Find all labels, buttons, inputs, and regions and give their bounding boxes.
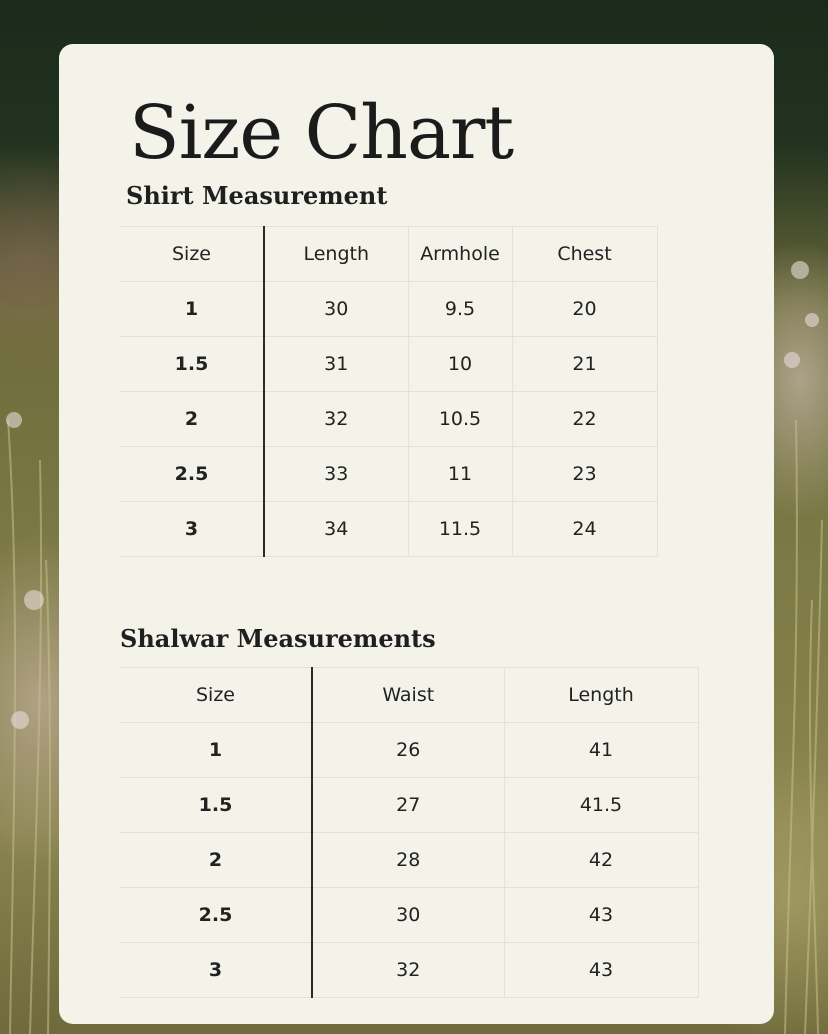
table-row <box>120 447 657 502</box>
waist-cell: 27 <box>312 778 504 833</box>
table-row <box>120 778 698 833</box>
shirt-section-heading: Shirt Measurement <box>126 181 388 210</box>
chest-cell: 23 <box>512 447 657 502</box>
table-row <box>120 502 657 557</box>
armhole-cell: 11 <box>408 447 512 502</box>
table-row <box>120 888 698 943</box>
chest-cell: 20 <box>512 282 657 337</box>
column-header-length: Length <box>504 668 698 723</box>
size-cell: 2.5 <box>120 888 312 943</box>
table-header-row <box>120 227 657 282</box>
column-header-waist: Waist <box>312 668 504 723</box>
waist-cell: 28 <box>312 833 504 888</box>
chest-cell: 21 <box>512 337 657 392</box>
size-cell: 2 <box>120 833 312 888</box>
chest-cell: 24 <box>512 502 657 557</box>
column-header-chest: Chest <box>512 227 657 282</box>
column-header-size: Size <box>120 227 264 282</box>
size-cell: 3 <box>120 502 264 557</box>
table-row <box>120 337 657 392</box>
table-row <box>120 833 698 888</box>
size-cell: 1 <box>120 723 312 778</box>
armhole-cell: 10 <box>408 337 512 392</box>
size-cell: 2.5 <box>120 447 264 502</box>
column-header-size: Size <box>120 668 312 723</box>
size-cell: 1.5 <box>120 778 312 833</box>
length-cell: 41.5 <box>504 778 698 833</box>
waist-cell: 30 <box>312 888 504 943</box>
armhole-cell: 10.5 <box>408 392 512 447</box>
size-cell: 2 <box>120 392 264 447</box>
size-chart-card <box>59 44 774 1024</box>
table-header-row <box>120 668 698 723</box>
waist-cell: 26 <box>312 723 504 778</box>
size-cell: 1.5 <box>120 337 264 392</box>
table-row <box>120 392 657 447</box>
length-cell: 41 <box>504 723 698 778</box>
size-cell: 3 <box>120 943 312 998</box>
shalwar-section-heading: Shalwar Measurements <box>120 624 436 653</box>
length-cell: 43 <box>504 888 698 943</box>
length-cell: 32 <box>264 392 408 447</box>
length-cell: 42 <box>504 833 698 888</box>
length-cell: 43 <box>504 943 698 998</box>
armhole-cell: 9.5 <box>408 282 512 337</box>
table-row <box>120 282 657 337</box>
length-cell: 33 <box>264 447 408 502</box>
column-header-length: Length <box>264 227 408 282</box>
length-cell: 34 <box>264 502 408 557</box>
column-header-armhole: Armhole <box>408 227 512 282</box>
size-cell: 1 <box>120 282 264 337</box>
length-cell: 31 <box>264 337 408 392</box>
shalwar-measurement-table <box>120 667 699 998</box>
shirt-measurement-table <box>120 226 658 557</box>
page-title: Size Chart <box>129 90 514 176</box>
table-row <box>120 723 698 778</box>
waist-cell: 32 <box>312 943 504 998</box>
chest-cell: 22 <box>512 392 657 447</box>
armhole-cell: 11.5 <box>408 502 512 557</box>
table-row <box>120 943 698 998</box>
length-cell: 30 <box>264 282 408 337</box>
